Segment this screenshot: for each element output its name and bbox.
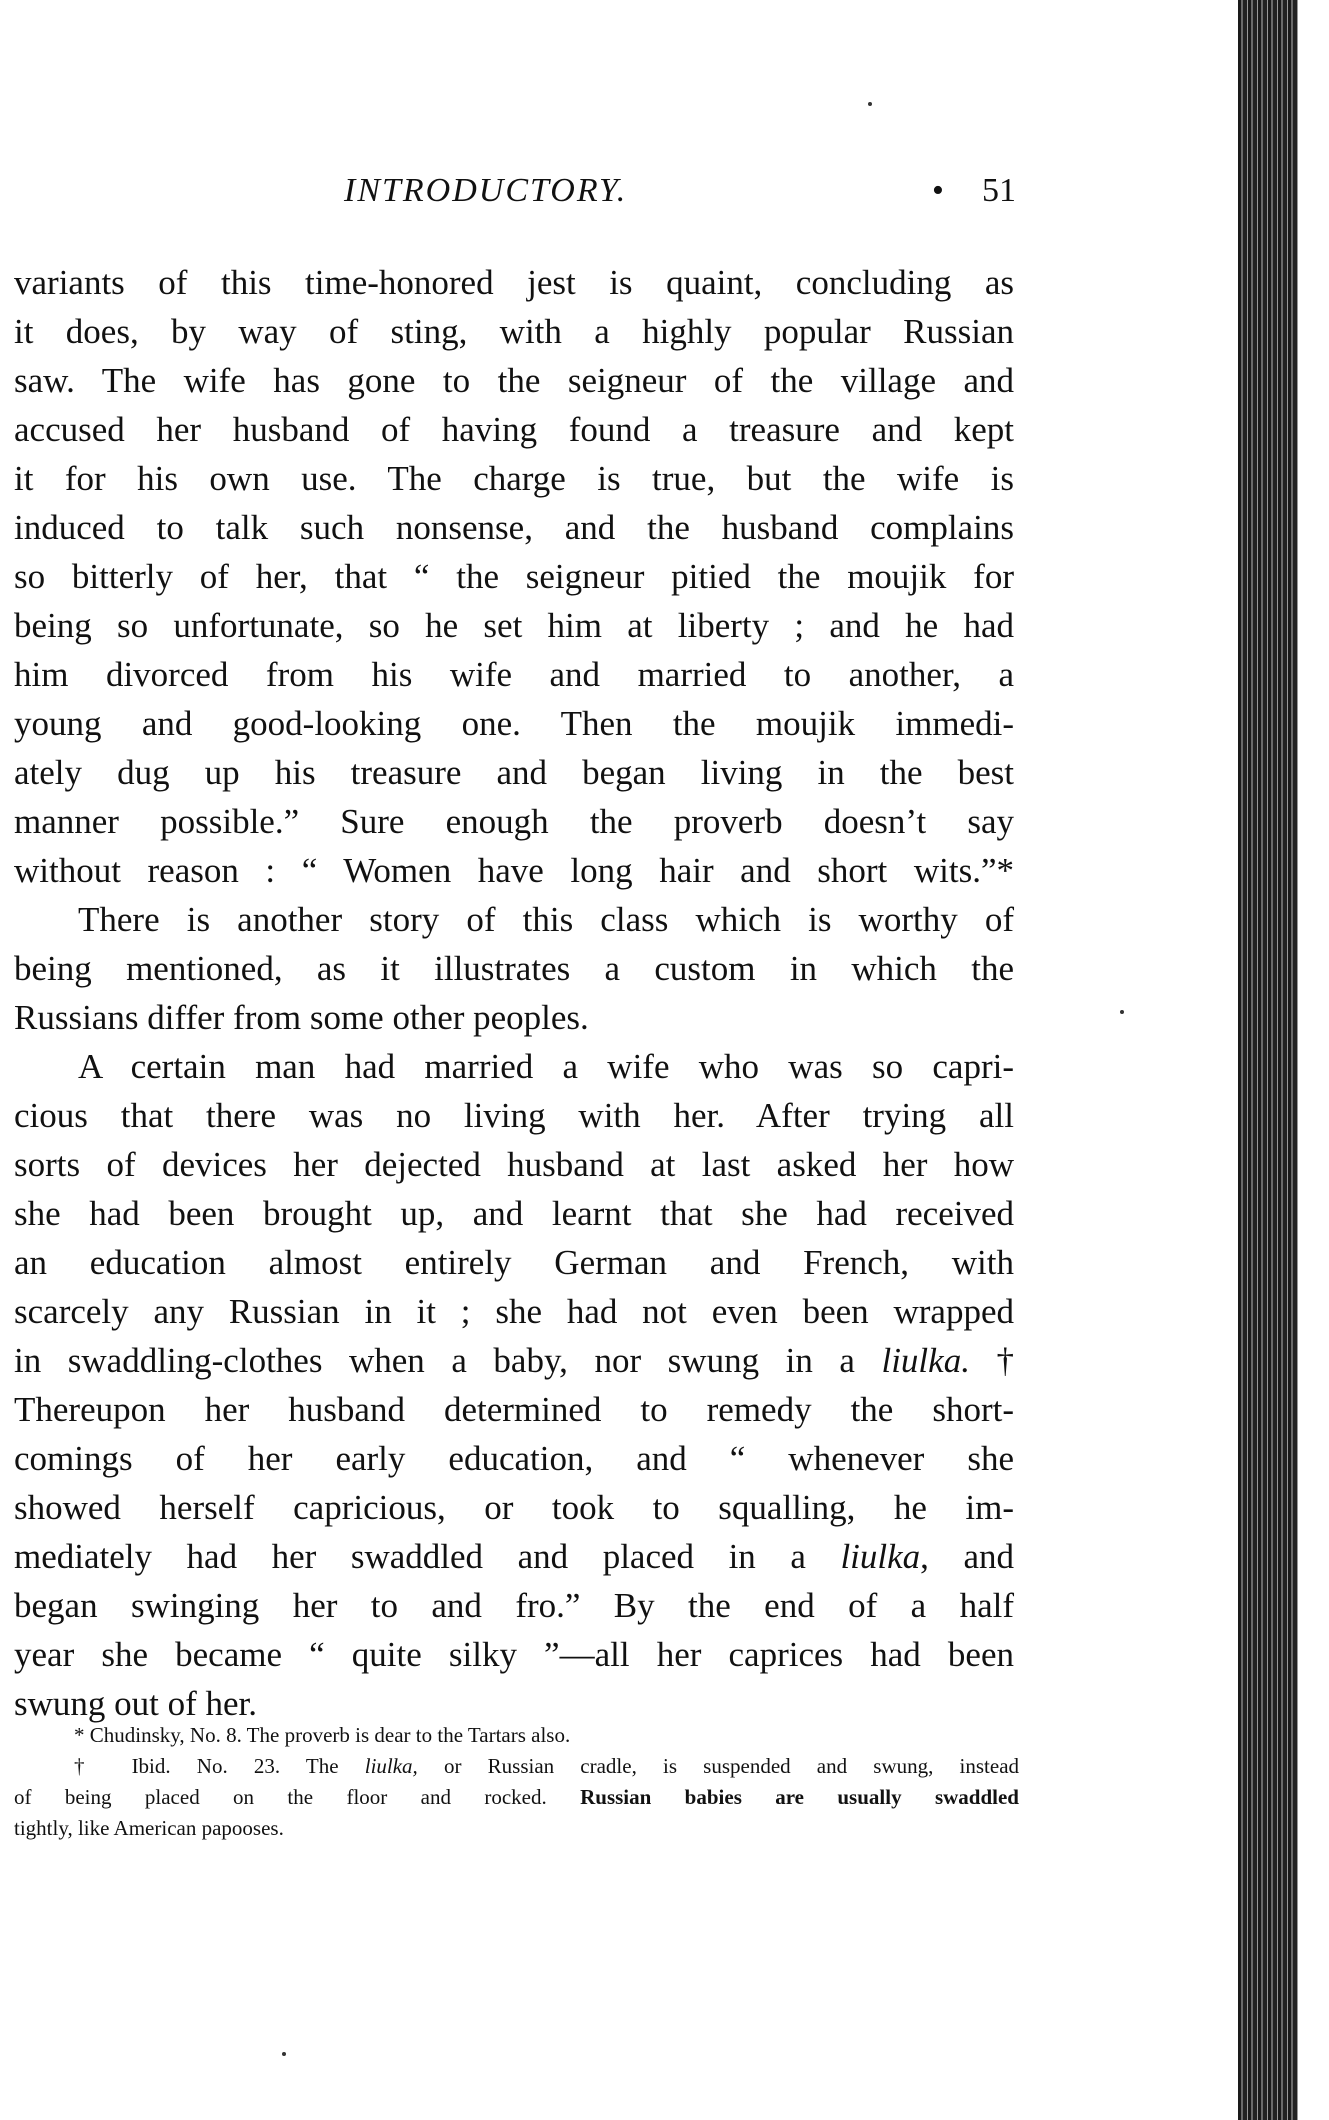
text-line: being so unfortunate, so he set him at liberty ; and he had [14,606,1014,645]
text-line: without reason : “ Women have long hair and short wits.”* [14,851,1014,890]
text-line: A certain man had married a wife who was so capri- [78,1047,1014,1086]
header-dot: • [932,172,944,209]
text-line: an education almost entirely German and French, with [14,1243,1014,1282]
text-line: There is another story of this class which is worthy of [78,900,1014,939]
italic-word: liulka. [881,1341,970,1380]
text-line: induced to talk such nonsense, and the husband complains [14,508,1014,547]
footnote-text: of being placed on the floor and rocked. [14,1785,547,1809]
text-line: manner possible.” Sure enough the proverb doesn’t say [14,802,1014,841]
text-line: it for his own use. The charge is true, but the wife is [14,459,1014,498]
text-line: being mentioned, as it illustrates a custom in which the [14,949,1014,988]
page-number: 51 [982,172,1016,209]
text-fragment: mediately had her swaddled and placed in a [14,1537,806,1576]
text-line: accused her husband of having found a treasure and kept [14,410,1014,449]
text-line: saw. The wife has gone to the seigneur of the village and [14,361,1014,400]
text-fragment: in swaddling-clothes when a baby, nor swung in a [14,1341,855,1380]
italic-word: liulka [840,1537,921,1576]
dust-speck [282,2052,286,2056]
text-line: young and good-looking one. Then the moujik immedi- [14,704,1014,743]
text-line: so bitterly of her, that “ the seigneur pitied the moujik for [14,557,1014,596]
page-edge-shadow [1238,0,1298,2120]
footnote-line: tightly, like American papooses. [14,1816,284,1840]
footnote-text: Russian babies are usually swaddled [580,1785,1019,1809]
text-line [14,1532,1014,1581]
text-line [14,1336,1014,1385]
body-text [14,258,1014,1728]
text-line: ately dug up his treasure and began living in the best [14,753,1014,792]
text-line: sorts of devices her dejected husband at last asked her how [14,1145,1014,1184]
text-line: comings of her early education, and “ whenever she [14,1439,1014,1478]
footnote-italic: liulka, [364,1754,418,1778]
running-title: INTRODUCTORY. [344,172,628,209]
text-line: Russians differ from some other peoples. [14,998,589,1037]
text-line: variants of this time-honored jest is quaint, concluding as [14,263,1014,302]
footnote [14,1751,1019,1782]
text-line: Thereupon her husband determined to remedy the short- [14,1390,1014,1429]
footnote: * Chudinsky, No. 8. The proverb is dear to the Tartars also. [74,1723,571,1747]
text-line: showed herself capricious, or took to squalling, he im- [14,1488,1014,1527]
footnote-text: or Russian cradle, is suspended and swung, instead [443,1754,1020,1778]
text-line: swung out of her. [14,1684,258,1723]
footnote-line [14,1782,1019,1813]
page-margin-strip [1298,0,1329,2120]
text-line: began swinging her to and fro.” By the end of a half [14,1586,1014,1625]
text-line: cious that there was no living with her. After trying all [14,1096,1014,1135]
text-line: year she became “ quite silky ”—all her caprices had been [14,1635,1014,1674]
text-line: it does, by way of sting, with a highly popular Russian [14,312,1014,351]
text-fragment: , and [920,1537,1015,1576]
text-line: she had been brought up, and learnt that she had received [14,1194,1014,1233]
dust-speck [1120,1010,1124,1014]
dust-speck [868,102,872,106]
page-header [14,172,1014,232]
text-line: scarcely any Russian in it ; she had not even been wrapped [14,1292,1014,1331]
footnote-mark: † [996,1341,1014,1380]
text-line: him divorced from his wife and married to another, a [14,655,1014,694]
footnotes [14,1720,1019,1844]
footnote-text: † Ibid. No. 23. The [74,1754,339,1778]
